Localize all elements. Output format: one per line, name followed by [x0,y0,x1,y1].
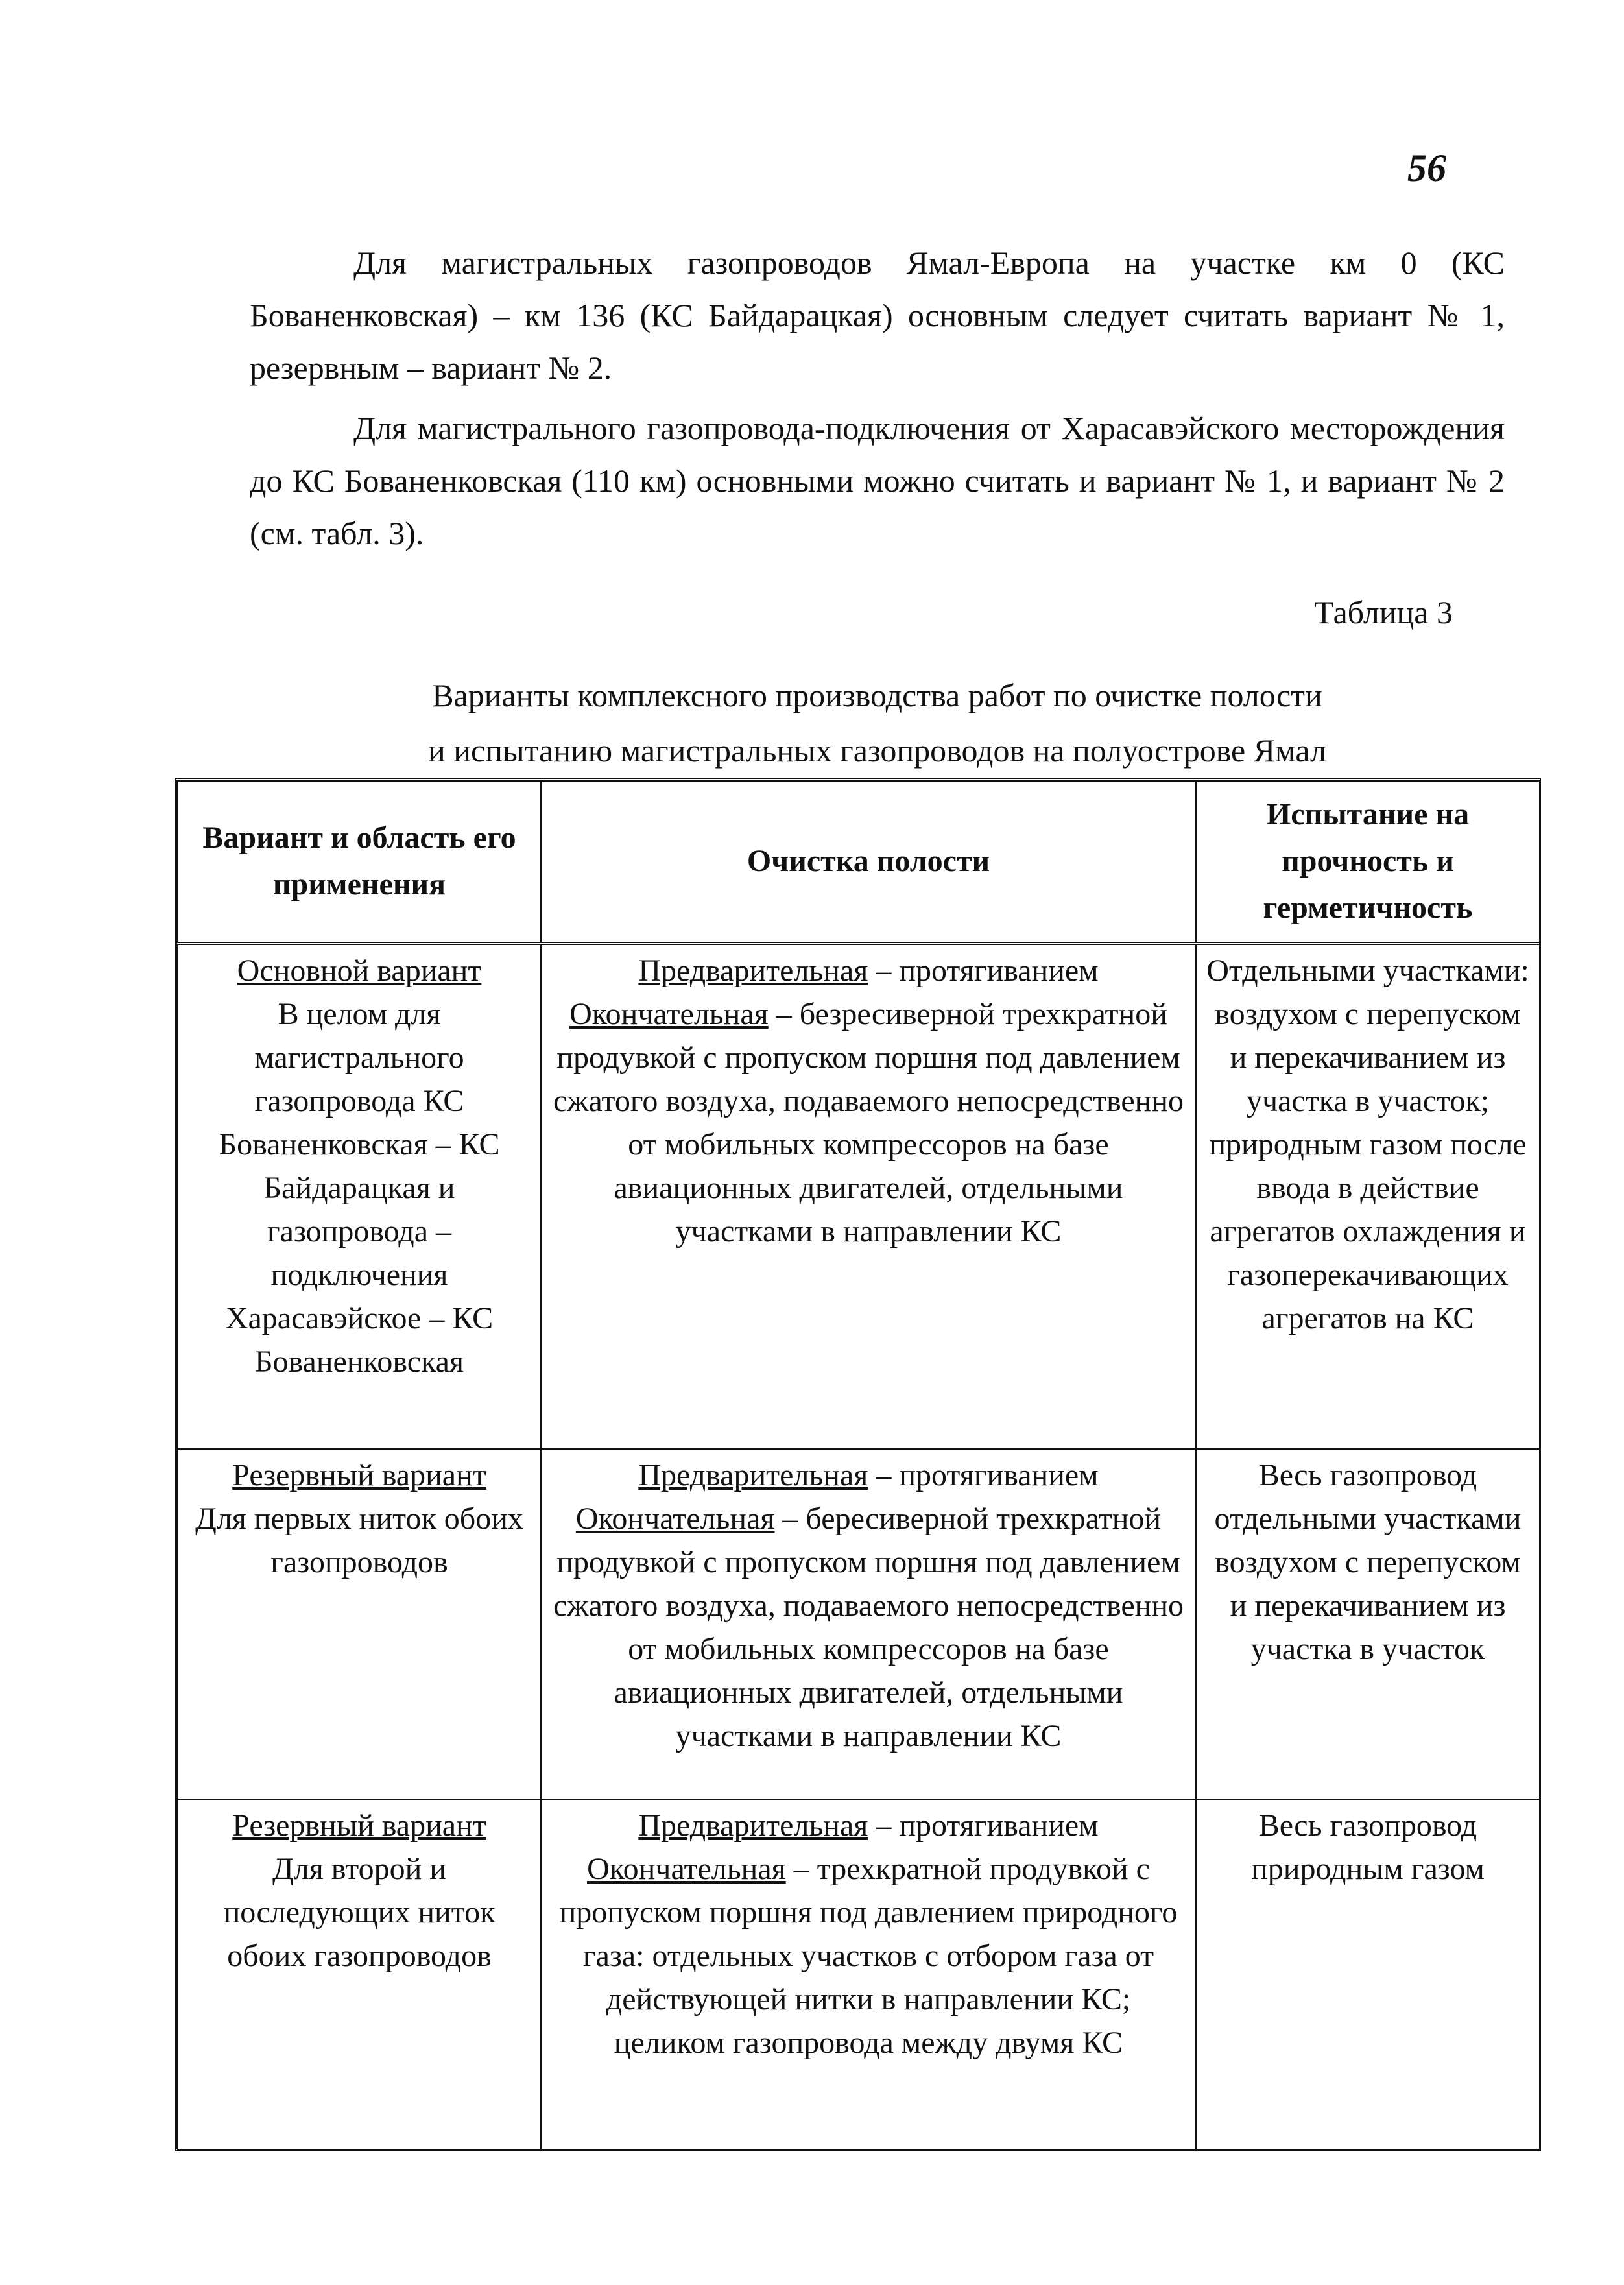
header-cleaning: Очистка полости [541,781,1196,943]
table-title-line-1: Варианты комплексного производства работ по очистке полости [432,677,1322,713]
table-title-line-2: и испытанию магистральных газопроводов на полуострове Ямал [428,732,1326,769]
table-header-row [178,781,1540,943]
final-text: – бересиверной трехкратной продувкой с пропуском поршня под давлением сжатого воздуха, подаваемого непосредственно от мобильных компрессоров на базе авиационных двигателей, отдельными участками в направлении КС [553,1501,1184,1753]
final-text: – трехкратной продувкой с пропуском поршня под давлением природного газа: отдельных участков с отбором газа от действующей нитки в направлении КС; целиком газопровода между двумя КС [559,1852,1178,2060]
cleaning-cell [541,1799,1196,2149]
testing-cell: Весь газопровод отдельными участками воздухом с перепуском и перекачиванием из участка в участок [1196,1449,1540,1799]
header-variant: Вариант и область его применения [178,781,541,943]
table-label: Таблица 3 [1314,594,1453,630]
table-row [178,943,1540,1449]
cleaning-cell [541,1449,1196,1799]
variant-scope: В целом для магистрального газопровода КС Бованенковская – КС Байдарацкая и газопровода – подключения Харасавэйское – КС Бованенковская [219,996,500,1379]
variant-cell [178,1799,541,2149]
variant-cell [178,943,541,1449]
paragraph-2-text: Для магистрального газопровода-подключения от Харасавэйского месторождения до КС Бованенковская (110 км) основными можно считать и вариант № 1, и вариант № 2 (см. табл. 3). [250,410,1505,551]
prelim-label: Предварительная [638,1458,868,1492]
page-number: 56 [1407,147,1446,189]
testing-cell: Отдельными участками: воздухом с перепуском и перекачиванием из участка в участок; природным газом после ввода в действие агрегатов охлаждения и газоперекачивающих агрегатов на КС [1196,943,1540,1449]
cleaning-cell [541,943,1196,1449]
variant-title: Резервный вариант [232,1458,486,1492]
variant-scope: Для первых ниток обоих газопроводов [195,1501,523,1579]
variant-title: Основной вариант [237,953,482,988]
table-row [178,1449,1540,1799]
prelim-label: Предварительная [638,1808,868,1843]
variant-cell [178,1449,541,1799]
prelim-text: – протягиванием [868,953,1099,988]
table-row [178,1799,1540,2149]
final-label: Окончательная [587,1852,786,1886]
variant-title: Резервный вариант [232,1808,486,1843]
paragraph-1-text: Для магистральных газопроводов Ямал-Европа на участке км 0 (КС Бованенковская) – км 136 (КС Байдарацкая) основным следует считать вариант № 1, резервным – вариант № 2. [250,245,1505,386]
table-title [250,668,1505,778]
final-label: Окончательная [575,1501,775,1536]
final-label: Окончательная [569,996,769,1031]
prelim-label: Предварительная [638,953,868,988]
variants-table [175,778,1541,2151]
prelim-text: – протягиванием [868,1458,1099,1492]
header-testing: Испытание на прочность и герметичность [1196,781,1540,943]
final-text: – безресиверной трехкратной продувкой с пропуском поршня под давлением сжатого воздуха, подаваемого непосредственно от мобильных компрессоров на базе авиационных двигателей, отдельными участками в направлении КС [553,996,1184,1249]
paragraph-1 [250,237,1505,394]
prelim-text: – протягиванием [868,1808,1099,1843]
testing-cell: Весь газопровод природным газом [1196,1799,1540,2149]
paragraph-2 [250,402,1505,560]
variants-grid [177,780,1540,2150]
variant-scope: Для второй и последующих ниток обоих газопроводов [223,1852,496,1973]
